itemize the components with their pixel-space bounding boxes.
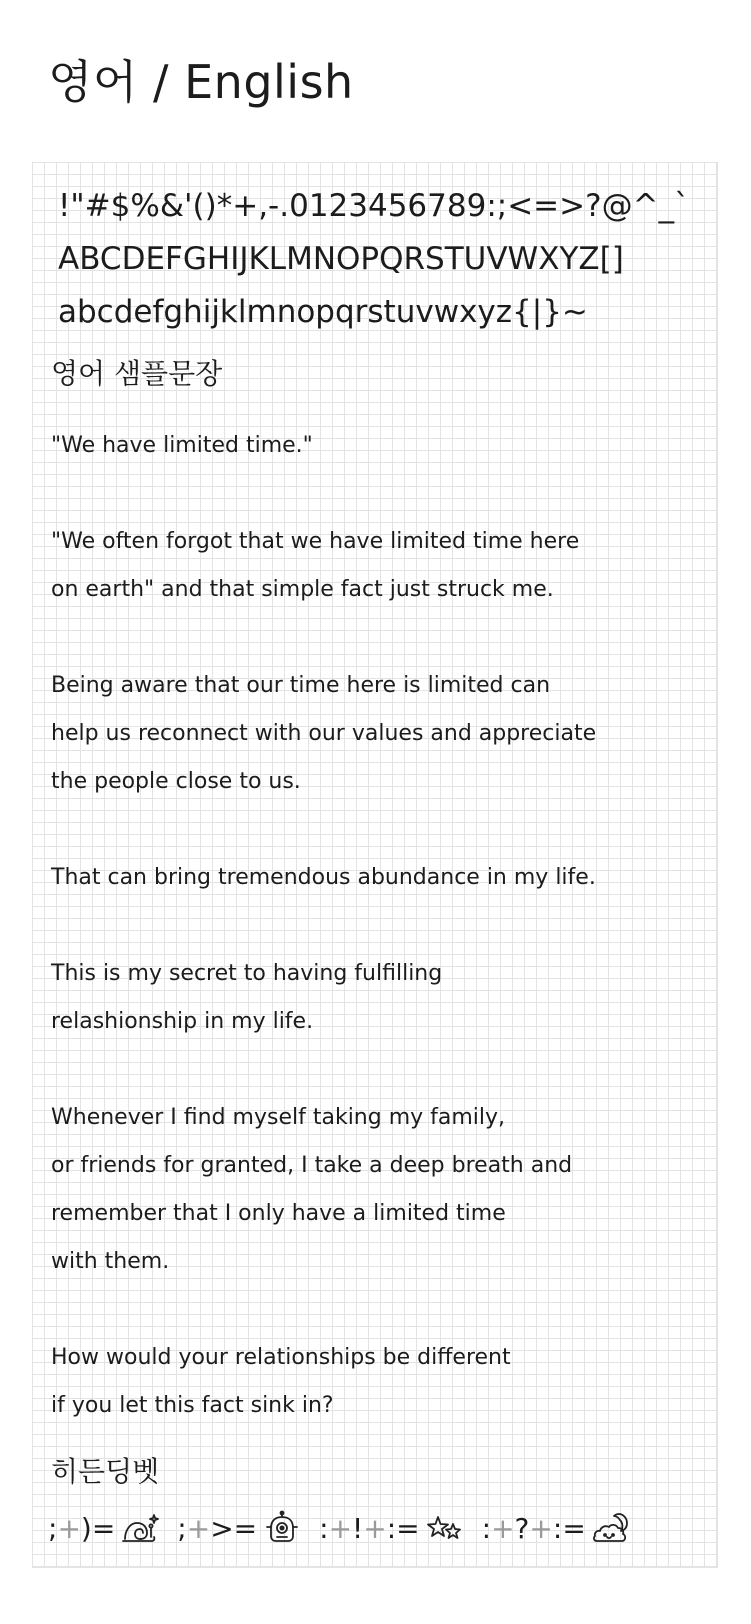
charset-symbols-line: !"#$%&'()*+,-.0123456789:;<=>?@^_` xyxy=(58,188,690,224)
dingbat-sequence: : + ? + := xyxy=(481,1511,586,1545)
sample-line: That can bring tremendous abundance in my life. xyxy=(51,865,596,890)
sample-line: help us reconnect with our values and appreciate xyxy=(51,721,597,746)
sample-text xyxy=(51,422,711,1430)
sample-line: Whenever I find myself taking my family, xyxy=(51,1105,506,1130)
sample-line: or friends for granted, I take a deep breath and xyxy=(51,1153,573,1178)
sample-line: "We have limited time." xyxy=(51,433,313,458)
sample-blank-line xyxy=(51,1046,711,1094)
sample-line: remember that I only have a limited time xyxy=(51,1201,506,1226)
robot-icon xyxy=(263,1510,301,1546)
sample-line: relashionship in my life. xyxy=(51,1009,314,1034)
page-title: 영어 / English xyxy=(48,55,354,109)
dingbat-sequence: ; + >= xyxy=(177,1511,258,1545)
sample-blank-line xyxy=(51,806,711,854)
sample-heading: 영어 샘플문장 xyxy=(51,357,223,390)
sample-line: with them. xyxy=(51,1249,170,1274)
sample-line: How would your relationships be different xyxy=(51,1345,511,1370)
character-set xyxy=(58,180,718,339)
snail-sparkle-icon xyxy=(121,1510,159,1546)
sample-line: the people close to us. xyxy=(51,769,301,794)
sample-line: This is my secret to having fulfilling xyxy=(51,961,443,986)
cloud-moon-icon xyxy=(592,1510,630,1546)
sample-blank-line xyxy=(51,614,711,662)
charset-uppercase-line: ABCDEFGHIJKLMNOPQRSTUVWXYZ[] xyxy=(58,241,624,277)
stars-icon xyxy=(426,1510,464,1546)
sample-line: "We often forgot that we have limited time here xyxy=(51,529,580,554)
dingbat-sequence: ; + )= xyxy=(48,1511,116,1545)
sample-blank-line xyxy=(51,1286,711,1334)
sample-line: Being aware that our time here is limited can xyxy=(51,673,551,698)
dingbat-heading: 히든딩벳 xyxy=(51,1455,160,1488)
sample-line: on earth" and that simple fact just struck me. xyxy=(51,577,554,602)
sample-blank-line xyxy=(51,470,711,518)
sample-line: if you let this fact sink in? xyxy=(51,1393,334,1418)
dingbat-sequence: : + ! + := xyxy=(319,1511,420,1545)
charset-lowercase-line: abcdefghijklmnopqrstuvwxyz{|}~ xyxy=(58,294,588,330)
sample-blank-line xyxy=(51,902,711,950)
dingbat-row xyxy=(48,1508,648,1548)
